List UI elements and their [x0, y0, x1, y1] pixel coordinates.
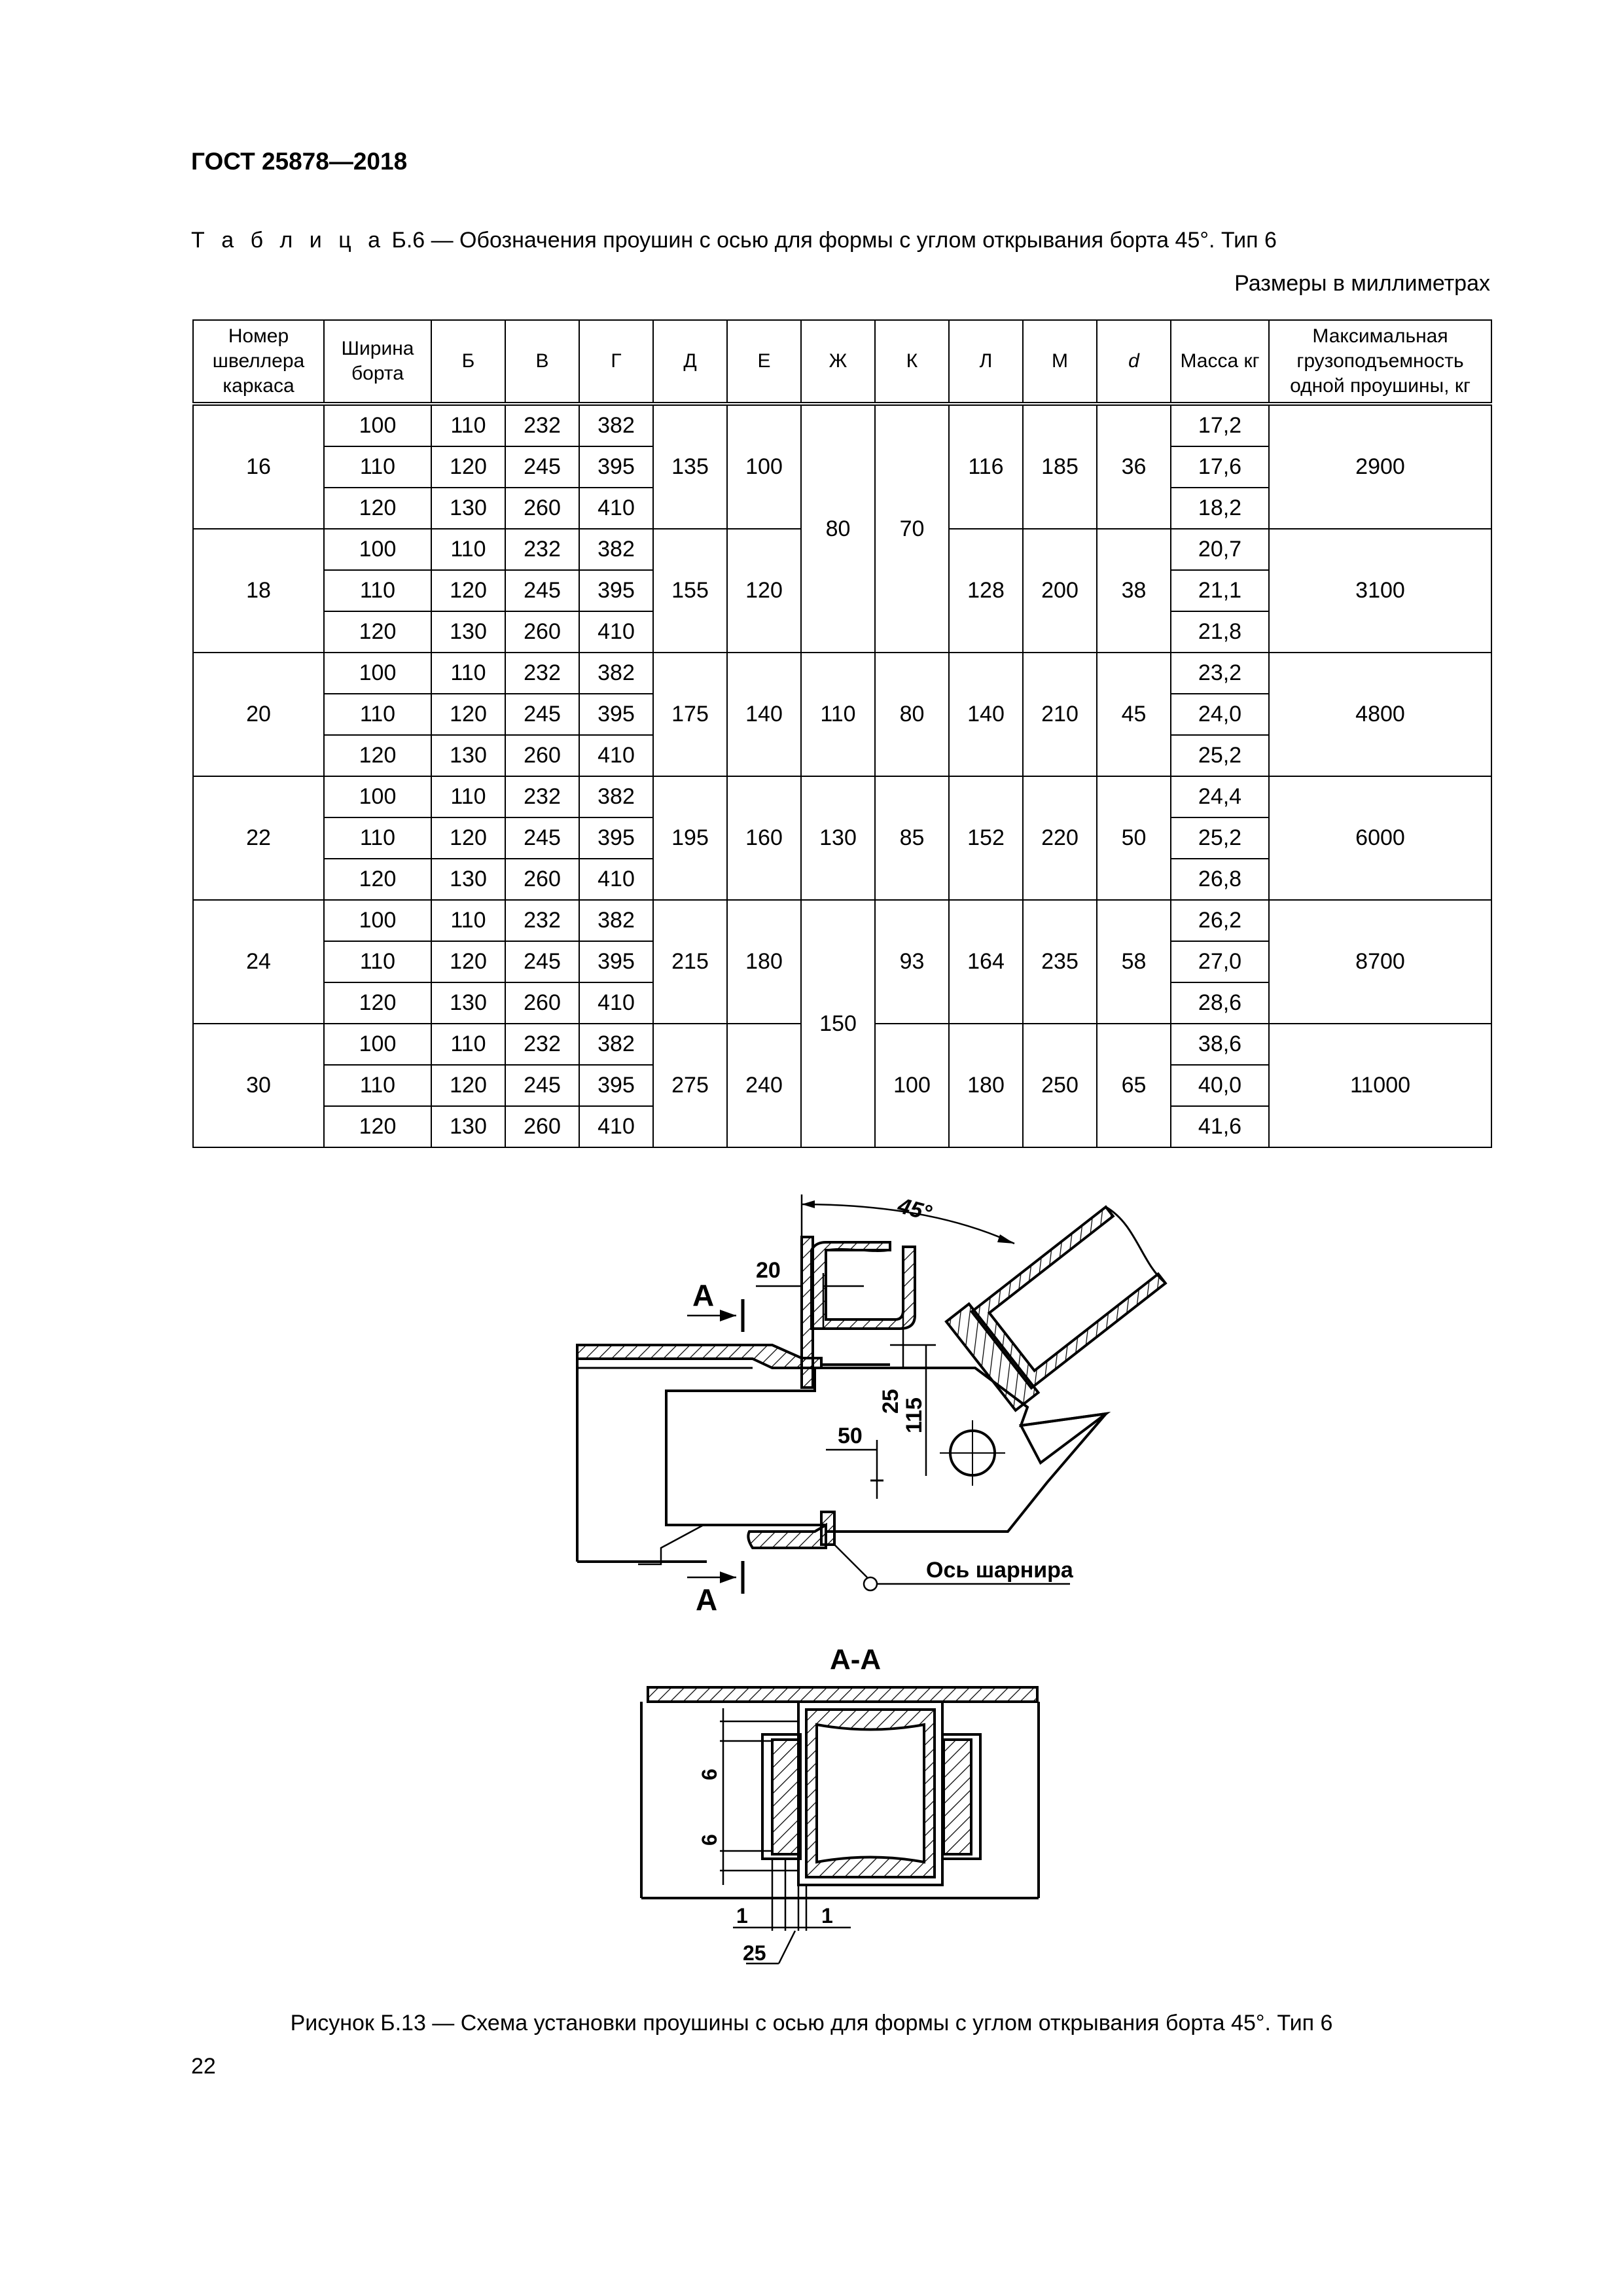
- cell-side-width: 110: [324, 570, 431, 611]
- cell-b: 120: [431, 446, 505, 488]
- header-e: Е: [727, 320, 801, 404]
- cell-v: 245: [505, 817, 579, 859]
- cell-channel-number: 18: [193, 529, 324, 653]
- cell-v: 232: [505, 1024, 579, 1065]
- cell-diameter: 38: [1097, 529, 1171, 653]
- cell-mass: 21,8: [1171, 611, 1269, 653]
- cell-side-width: 120: [324, 859, 431, 900]
- cell-l: 164: [949, 900, 1023, 1024]
- cell-side-width: 100: [324, 776, 431, 817]
- cell-b: 120: [431, 694, 505, 735]
- cell-b: 130: [431, 1106, 505, 1147]
- cell-v: 245: [505, 570, 579, 611]
- hinge-axis-marker: [864, 1577, 877, 1590]
- cell-g: 382: [579, 404, 653, 446]
- header-v: В: [505, 320, 579, 404]
- cell-d: 175: [653, 653, 727, 776]
- cell-side-width: 110: [324, 446, 431, 488]
- cell-b: 130: [431, 488, 505, 529]
- cell-b: 110: [431, 900, 505, 941]
- cell-g: 410: [579, 859, 653, 900]
- cell-side-width: 120: [324, 982, 431, 1024]
- cell-mass: 24,4: [1171, 776, 1269, 817]
- cell-side-width: 120: [324, 611, 431, 653]
- label-dim-20: 20: [756, 1258, 781, 1283]
- cell-d: 275: [653, 1024, 727, 1147]
- cell-m: 235: [1023, 900, 1097, 1024]
- cell-k: 93: [875, 900, 949, 1024]
- cell-mass: 38,6: [1171, 1024, 1269, 1065]
- cell-capacity: 11000: [1269, 1024, 1491, 1147]
- cell-m: 220: [1023, 776, 1097, 900]
- cell-side-width: 110: [324, 1065, 431, 1106]
- cell-g: 382: [579, 776, 653, 817]
- cell-mass: 25,2: [1171, 817, 1269, 859]
- cell-b: 120: [431, 817, 505, 859]
- label-dim-6a: 6: [698, 1768, 721, 1780]
- figure-caption: Рисунок Б.13 — Схема установки проушины с осью для формы с углом открывания борта 45°. Тип 6: [290, 2011, 1333, 2036]
- cell-v: 260: [505, 611, 579, 653]
- cell-l: 128: [949, 529, 1023, 653]
- cell-v: 245: [505, 694, 579, 735]
- cell-side-width: 100: [324, 529, 431, 570]
- cell-v: 245: [505, 446, 579, 488]
- cell-v: 245: [505, 941, 579, 982]
- cell-diameter: 65: [1097, 1024, 1171, 1147]
- cell-mass: 18,2: [1171, 488, 1269, 529]
- top-view: [577, 1198, 1174, 1562]
- cell-b: 130: [431, 859, 505, 900]
- cell-m: 200: [1023, 529, 1097, 653]
- page-number: 22: [191, 2054, 216, 2079]
- header-channel-number: Номер швеллера каркаса: [193, 320, 324, 404]
- label-dim-1a: 1: [736, 1904, 748, 1928]
- cell-capacity: 8700: [1269, 900, 1491, 1024]
- rotated-wedge: [1021, 1414, 1106, 1463]
- cell-b: 110: [431, 404, 505, 446]
- label-dim-25b: 25: [743, 1941, 766, 1965]
- units-note: Размеры в миллиметрах: [1234, 271, 1490, 296]
- cell-b: 130: [431, 735, 505, 776]
- cell-g: 410: [579, 982, 653, 1024]
- cell-g: 395: [579, 941, 653, 982]
- cell-zh-merged: 80: [801, 404, 875, 653]
- cell-side-width: 100: [324, 404, 431, 446]
- cell-b: 120: [431, 941, 505, 982]
- cell-m: 250: [1023, 1024, 1097, 1147]
- label-dim-115: 115: [902, 1397, 927, 1433]
- cell-d: 195: [653, 776, 727, 900]
- cell-e: 120: [727, 529, 801, 653]
- cell-side-width: 120: [324, 488, 431, 529]
- cell-side-width: 120: [324, 735, 431, 776]
- cell-mass: 20,7: [1171, 529, 1269, 570]
- cell-channel-number: 24: [193, 900, 324, 1024]
- cell-g: 382: [579, 1024, 653, 1065]
- cell-side-width: 100: [324, 1024, 431, 1065]
- section-a-a: [641, 1687, 1039, 1898]
- cell-side-width: 110: [324, 817, 431, 859]
- cell-mass: 41,6: [1171, 1106, 1269, 1147]
- cell-v: 232: [505, 900, 579, 941]
- cell-g: 395: [579, 570, 653, 611]
- cell-m: 185: [1023, 404, 1097, 529]
- cell-zh: 110: [801, 653, 875, 776]
- cell-channel-number: 20: [193, 653, 324, 776]
- cell-v: 232: [505, 404, 579, 446]
- label-dim-1b: 1: [821, 1904, 833, 1928]
- label-angle: 45°: [895, 1193, 935, 1227]
- hinge-axis-leader: [834, 1545, 867, 1577]
- cell-g: 410: [579, 1106, 653, 1147]
- header-b: Б: [431, 320, 505, 404]
- cell-l: 152: [949, 776, 1023, 900]
- cell-d: 155: [653, 529, 727, 653]
- cell-diameter: 58: [1097, 900, 1171, 1024]
- document-code: ГОСТ 25878—2018: [191, 148, 408, 175]
- cell-mass: 27,0: [1171, 941, 1269, 982]
- cell-b: 130: [431, 982, 505, 1024]
- cell-l: 180: [949, 1024, 1023, 1147]
- cell-l: 116: [949, 404, 1023, 529]
- table-caption-label: Т а б л и ц а: [191, 228, 386, 253]
- label-dim-50: 50: [838, 1424, 863, 1448]
- cell-l: 140: [949, 653, 1023, 776]
- cell-b: 110: [431, 529, 505, 570]
- cell-side-width: 100: [324, 653, 431, 694]
- cell-k: 100: [875, 1024, 949, 1147]
- section-right-plate: [944, 1740, 971, 1854]
- bracket-leader: [638, 1525, 704, 1564]
- table-caption-text: Б.6 — Обозначения проушин с осью для формы с углом открывания борта 45°. Тип 6: [391, 228, 1277, 253]
- header-m: М: [1023, 320, 1097, 404]
- cell-m: 210: [1023, 653, 1097, 776]
- cell-b: 120: [431, 570, 505, 611]
- cell-v: 260: [505, 982, 579, 1024]
- header-capacity: Максимальная грузоподъемность одной проушины, кг: [1269, 320, 1491, 404]
- cell-mass: 25,2: [1171, 735, 1269, 776]
- cell-b: 110: [431, 776, 505, 817]
- cell-g: 382: [579, 900, 653, 941]
- cell-mass: 17,6: [1171, 446, 1269, 488]
- cell-diameter: 50: [1097, 776, 1171, 900]
- cell-mass: 23,2: [1171, 653, 1269, 694]
- cell-v: 232: [505, 529, 579, 570]
- cell-g: 382: [579, 529, 653, 570]
- label-hinge-axis: Ось шарнира: [926, 1558, 1073, 1583]
- header-g: Г: [579, 320, 653, 404]
- header-k: К: [875, 320, 949, 404]
- cell-k-merged: 70: [875, 404, 949, 653]
- cell-b: 110: [431, 653, 505, 694]
- cell-d: 215: [653, 900, 727, 1024]
- cell-capacity: 4800: [1269, 653, 1491, 776]
- cell-zh-merged: 150: [801, 900, 875, 1147]
- frame-top-flange: [577, 1345, 821, 1368]
- cell-g: 395: [579, 1065, 653, 1106]
- cell-e: 140: [727, 653, 801, 776]
- label-section-a-bottom: А: [696, 1583, 718, 1617]
- label-dim-6b: 6: [698, 1834, 721, 1846]
- cell-v: 232: [505, 776, 579, 817]
- cell-mass: 21,1: [1171, 570, 1269, 611]
- cell-channel-number: 22: [193, 776, 324, 900]
- cell-mass: 40,0: [1171, 1065, 1269, 1106]
- cell-g: 410: [579, 488, 653, 529]
- cell-v: 260: [505, 488, 579, 529]
- cell-b: 130: [431, 611, 505, 653]
- section-channel-inner: [817, 1725, 924, 1862]
- cell-v: 245: [505, 1065, 579, 1106]
- cell-mass: 24,0: [1171, 694, 1269, 735]
- label-section-a-top: А: [692, 1278, 715, 1312]
- section-left-plate: [772, 1740, 800, 1854]
- cell-g: 395: [579, 446, 653, 488]
- cell-b: 110: [431, 1024, 505, 1065]
- cell-capacity: 2900: [1269, 404, 1491, 529]
- cell-b: 120: [431, 1065, 505, 1106]
- cell-v: 260: [505, 1106, 579, 1147]
- cell-channel-number: 30: [193, 1024, 324, 1147]
- cell-k: 80: [875, 653, 949, 776]
- header-l: Л: [949, 320, 1023, 404]
- header-side-width: Ширина борта: [324, 320, 431, 404]
- label-section-title: А-А: [830, 1643, 882, 1676]
- cell-mass: 26,8: [1171, 859, 1269, 900]
- section-top-plate: [648, 1687, 1037, 1702]
- cell-zh: 130: [801, 776, 875, 900]
- cell-side-width: 120: [324, 1106, 431, 1147]
- cell-side-width: 110: [324, 941, 431, 982]
- cell-e: 160: [727, 776, 801, 900]
- cell-channel-number: 16: [193, 404, 324, 529]
- dim-25b-leader: [779, 1931, 795, 1964]
- cell-g: 395: [579, 694, 653, 735]
- cell-mass: 28,6: [1171, 982, 1269, 1024]
- cell-d: 135: [653, 404, 727, 529]
- header-diameter: d: [1097, 320, 1171, 404]
- cell-v: 232: [505, 653, 579, 694]
- cell-k: 85: [875, 776, 949, 900]
- cell-v: 260: [505, 859, 579, 900]
- cell-diameter: 36: [1097, 404, 1171, 529]
- cell-g: 410: [579, 735, 653, 776]
- cell-capacity: 6000: [1269, 776, 1491, 900]
- cell-capacity: 3100: [1269, 529, 1491, 653]
- cell-v: 260: [505, 735, 579, 776]
- cell-diameter: 45: [1097, 653, 1171, 776]
- label-dim-25: 25: [878, 1389, 903, 1414]
- header-zh: Ж: [801, 320, 875, 404]
- header-d: Д: [653, 320, 727, 404]
- header-mass: Масса кг: [1171, 320, 1269, 404]
- cell-side-width: 100: [324, 900, 431, 941]
- cell-mass: 26,2: [1171, 900, 1269, 941]
- cell-g: 410: [579, 611, 653, 653]
- cell-e: 240: [727, 1024, 801, 1147]
- bottom-plate: [821, 1512, 834, 1545]
- cell-e: 180: [727, 900, 801, 1024]
- cell-side-width: 110: [324, 694, 431, 735]
- cell-g: 395: [579, 817, 653, 859]
- cell-g: 382: [579, 653, 653, 694]
- bottom-flange: [748, 1525, 826, 1548]
- cell-mass: 17,2: [1171, 404, 1269, 446]
- cell-e: 100: [727, 404, 801, 529]
